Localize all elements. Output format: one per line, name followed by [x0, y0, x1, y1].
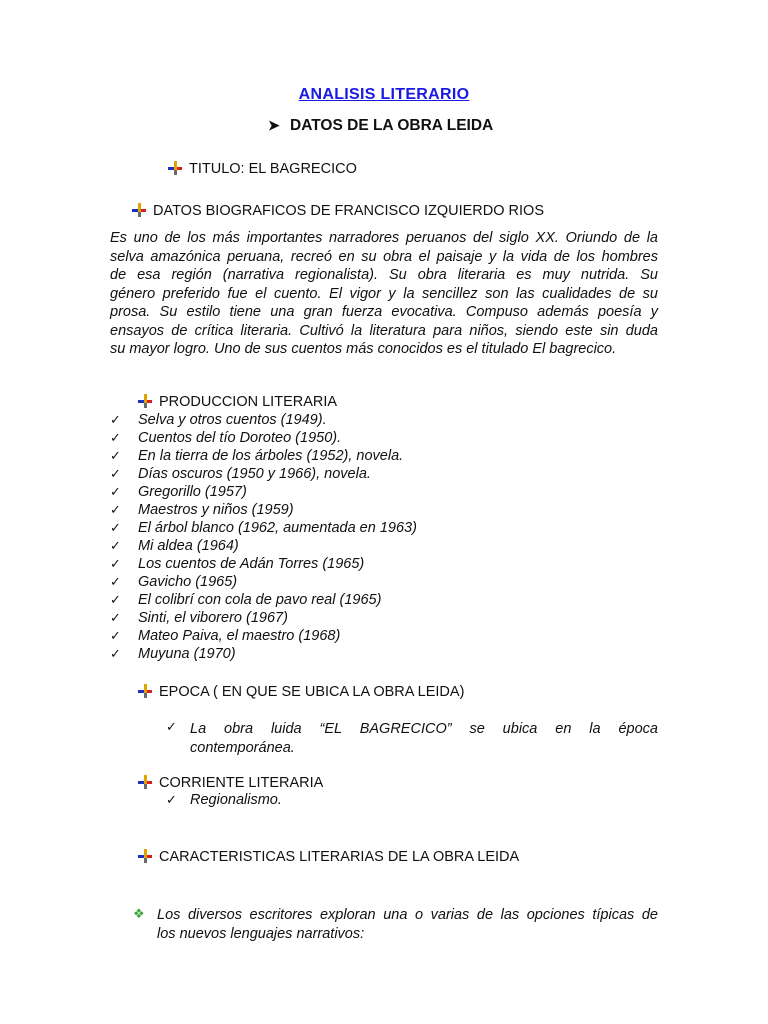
work-title: Gavicho (1965): [138, 574, 238, 590]
checkmark-icon: ✓: [110, 448, 121, 463]
caracteristicas-heading: [138, 849, 519, 865]
list-item: [110, 591, 417, 609]
work-title: Muyuna (1970): [138, 646, 236, 662]
quad-color-cross-icon: [138, 394, 152, 408]
list-item: [110, 555, 417, 573]
work-title: Cuentos del tío Doroteo (1950).: [138, 430, 342, 446]
checkmark-icon: ✓: [110, 520, 121, 535]
checkmark-icon: ✓: [166, 792, 177, 807]
work-title: El árbol blanco (1962, aumentada en 1963): [138, 520, 417, 536]
corriente-item: [166, 792, 282, 808]
list-item: [110, 519, 417, 537]
checkmark-icon: ✓: [166, 719, 177, 734]
list-item: [110, 609, 417, 627]
bio-line: su mayor logro. Uno de sus cuentos más conocidos es el titulado El bagrecico.: [110, 341, 617, 357]
caracteristicas-paragraph: [157, 906, 658, 943]
list-item: [110, 627, 417, 645]
caracteristicas-heading-text: CARACTERISTICAS LITERARIAS DE LA OBRA LEIDA: [159, 849, 520, 865]
quad-color-cross-icon: [138, 849, 152, 863]
corriente-heading: [138, 775, 323, 791]
epoca-line: La obra luida “EL BAGRECICO” se ubica en la época: [190, 721, 658, 737]
list-item: [110, 429, 417, 447]
epoca-heading-text: EPOCA ( EN QUE SE UBICA LA OBRA LEIDA): [159, 684, 465, 700]
works-list: [110, 411, 417, 663]
section-heading-datos-obra: [268, 117, 493, 135]
list-item: [110, 411, 417, 429]
list-item: [110, 483, 417, 501]
page-title: ANALISIS LITERARIO: [298, 86, 470, 103]
produccion-heading-text: PRODUCCION LITERARIA: [159, 394, 338, 410]
biography-paragraph: [110, 229, 658, 359]
bio-line: prosa. Su estilo tiene una gran fuerza evocativa. Compuso además poesía y: [110, 304, 658, 320]
checkmark-icon: ✓: [110, 430, 121, 445]
list-item: [110, 573, 417, 591]
list-item: [110, 645, 417, 663]
work-title: Selva y otros cuentos (1949).: [138, 412, 327, 428]
subtitle-text: DATOS DE LA OBRA LEIDA: [290, 117, 494, 134]
datos-bio-heading-text: DATOS BIOGRAFICOS DE FRANCISCO IZQUIERDO RIOS: [153, 203, 545, 219]
checkmark-icon: ✓: [110, 502, 121, 517]
checkmark-icon: ✓: [110, 466, 121, 481]
work-title: Mateo Paiva, el maestro (1968): [138, 628, 341, 644]
quad-color-cross-icon: [168, 161, 182, 175]
datos-bio-heading: [132, 203, 544, 219]
quad-color-cross-icon: [138, 775, 152, 789]
list-item: [110, 537, 417, 555]
bio-line: ensayos de crítica literaria. Cultivó la literatura para niños, siendo este sin duda: [110, 322, 658, 339]
diamond-icon: ❖: [133, 906, 145, 921]
checkmark-icon: ✓: [110, 628, 121, 643]
work-title: Días oscuros (1950 y 1966), novela.: [138, 466, 371, 482]
work-title: Sinti, el viborero (1967): [138, 610, 288, 626]
work-title: Mi aldea (1964): [138, 538, 239, 554]
checkmark-icon: ✓: [110, 412, 121, 427]
work-title: Los cuentos de Adán Torres (1965): [138, 556, 365, 572]
caracteristicas-line: los nuevos lenguajes narrativos:: [157, 925, 365, 942]
epoca-line: contemporánea.: [190, 739, 295, 756]
bio-line: género preferido fue el cuento. El vigor y la sencillez son las cualidades de su: [110, 285, 658, 302]
list-item: [110, 465, 417, 483]
checkmark-icon: ✓: [110, 592, 121, 607]
bio-line: selva amazónica peruana, recreó en su obra el paisaje y la vida de los hombres: [110, 248, 658, 265]
caracteristicas-line: Los diversos escritores exploran una o varias de las opciones típicas de: [157, 907, 658, 923]
produccion-heading: [138, 394, 337, 410]
checkmark-icon: ✓: [110, 646, 121, 661]
bio-line: de esa región (narrativa regionalista). Su obra literaria es muy nutrida. Su: [110, 267, 658, 283]
checkmark-icon: ✓: [110, 484, 121, 499]
checkmark-icon: ✓: [110, 556, 121, 571]
work-title: Maestros y niños (1959): [138, 502, 294, 518]
epoca-heading: [138, 684, 464, 700]
checkmark-icon: ✓: [110, 610, 121, 625]
list-item: [110, 447, 417, 465]
work-title: El colibrí con cola de pavo real (1965): [138, 592, 382, 608]
corriente-heading-text: CORRIENTE LITERARIA: [159, 775, 324, 791]
titulo-line: [168, 161, 357, 177]
quad-color-cross-icon: [132, 203, 146, 217]
bio-line: Es uno de los más importantes narradores peruanos del siglo XX. Oriundo de la: [110, 230, 658, 246]
checkmark-icon: ✓: [110, 574, 121, 589]
titulo-text: TITULO: EL BAGRECICO: [189, 161, 357, 177]
checkmark-icon: ✓: [110, 538, 121, 553]
work-title: En la tierra de los árboles (1952), novela.: [138, 448, 404, 464]
list-item: [110, 501, 417, 519]
quad-color-cross-icon: [138, 684, 152, 698]
corriente-item-text: Regionalismo.: [190, 792, 282, 808]
work-title: Gregorillo (1957): [138, 484, 247, 500]
arrow-right-icon: ➤: [268, 117, 280, 133]
epoca-paragraph: [190, 720, 658, 757]
